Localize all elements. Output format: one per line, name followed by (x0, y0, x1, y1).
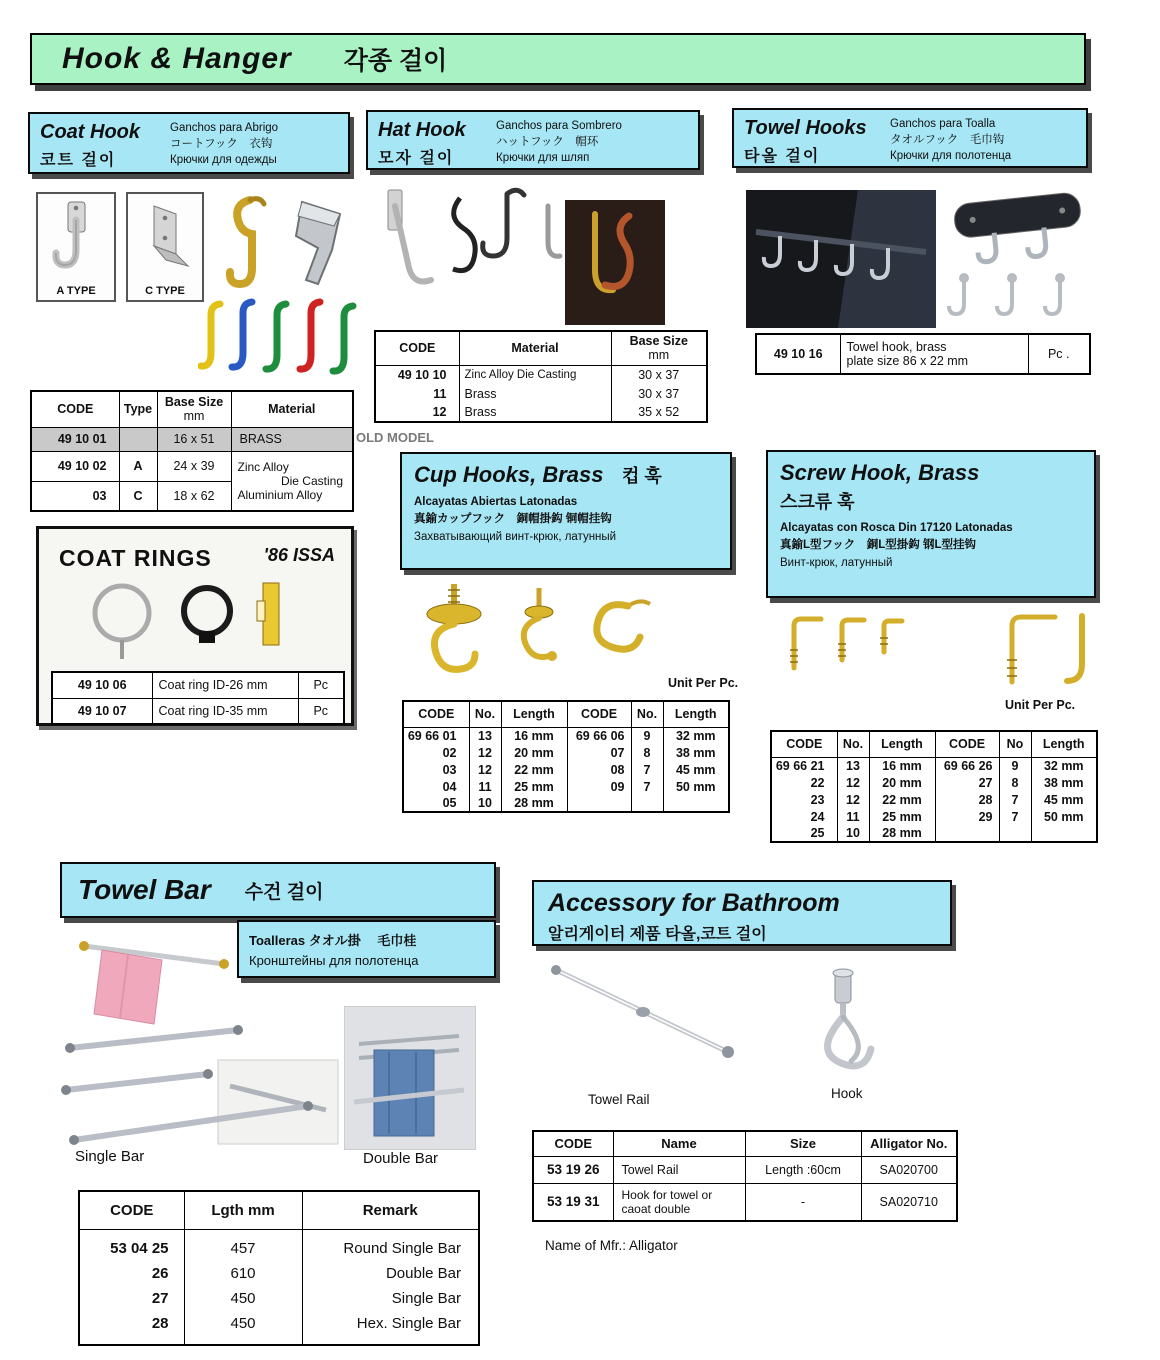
code-cell: 12 (375, 403, 459, 422)
length-cell: 38 mm (1031, 774, 1097, 791)
bathroom-title: Accessory for Bathroom (548, 889, 840, 917)
towel-bar-pink-towel-image (66, 920, 238, 1032)
material-cell: Brass (459, 384, 611, 403)
base-size-header-line2: mm (183, 409, 205, 424)
no-cell: 7 (631, 778, 663, 795)
base-size-header-line1: Base Size (629, 334, 688, 349)
length-header: Length (1031, 731, 1097, 757)
coat-ring-row (52, 672, 344, 698)
cup-hooks-row (403, 778, 729, 795)
base-size-header (157, 391, 231, 427)
coat-hook-c-icon (128, 194, 202, 282)
screw-hooks-row (771, 774, 1097, 791)
type-cell: A (119, 451, 157, 481)
bathroom-row (533, 1156, 957, 1183)
material-cell: BRASS (231, 427, 353, 451)
code-header: CODE (31, 391, 119, 427)
colored-coat-hooks-image (198, 296, 363, 392)
screw-hooks-row (771, 757, 1097, 774)
length-cell: 25 mm (869, 808, 935, 825)
cup-hooks-table-header-row (403, 701, 729, 727)
code-header: CODE (935, 731, 999, 757)
no-cell: 13 (469, 727, 501, 744)
code-cell: 22 (771, 774, 837, 791)
no-cell (999, 825, 1031, 842)
material-cell (231, 451, 353, 511)
code-cell: 69 66 26 (935, 757, 999, 774)
length-cell: 22 mm (501, 761, 567, 778)
alligator-header: Alligator No. (861, 1131, 957, 1156)
cup-hooks-row (403, 761, 729, 778)
remark-line: Round Single Bar (343, 1239, 461, 1257)
code-cell: 53 19 31 (533, 1183, 613, 1221)
hat-hook-subtitle-ru: Крючки для шляп (496, 152, 590, 165)
length-cell (1031, 825, 1097, 842)
base-cell: 35 x 52 (611, 403, 707, 422)
no-header: No. (837, 731, 869, 757)
material-line: Aluminium Alloy (237, 487, 323, 502)
no-cell: 10 (837, 825, 869, 842)
towel-bar-double-bar-image (344, 1006, 476, 1150)
length-header: Lgth mm (184, 1191, 302, 1229)
screw-hooks-row (771, 825, 1097, 842)
code-cell: 28 (935, 791, 999, 808)
no-cell: 10 (469, 795, 501, 812)
length-cell: 28 mm (501, 795, 567, 812)
brass-coat-hook-image (208, 186, 288, 301)
base-size-header (611, 331, 707, 365)
size-cell: - (745, 1183, 861, 1221)
hat-hook-title-korean: 모자 걸이 (378, 150, 455, 167)
length-header: Length (869, 731, 935, 757)
towel-rail-label: Towel Rail (588, 1092, 650, 1107)
no-cell: 11 (469, 778, 501, 795)
cup-hooks-unit-note: Unit Per Pc. (668, 676, 739, 690)
screw-hooks-row (771, 791, 1097, 808)
towel-bar-table-body-row (79, 1229, 479, 1345)
a-type-label: A TYPE (56, 285, 96, 297)
screw-hooks-row (771, 808, 1097, 825)
hat-hook-header (366, 110, 700, 170)
code-cell: 49 10 10 (375, 365, 459, 384)
length-line: 457 (230, 1239, 256, 1257)
towel-hook-table (755, 333, 1091, 375)
coat-hook-subtitle-ru: Крючки для одежды (170, 154, 277, 167)
code-cell: 02 (403, 744, 469, 761)
code-cell: 25 (771, 825, 837, 842)
code-cell: 05 (403, 795, 469, 812)
length-cell: 38 mm (663, 744, 729, 761)
towel-hooks-title: Towel Hooks (744, 117, 867, 139)
cup-hooks-header (400, 452, 732, 570)
unit-cell: Pc (298, 672, 344, 698)
no-cell: 9 (631, 727, 663, 744)
coat-rings-issa-note: '86 ISSA (263, 545, 335, 565)
coat-hook-table (30, 390, 354, 512)
code-cell: 29 (935, 808, 999, 825)
base-cell: 18 x 62 (157, 481, 231, 511)
hat-hook-table (374, 330, 708, 423)
cup-hooks-subtitle-ru: Захватывающий винт-крюк, латунный (414, 530, 617, 543)
towel-bar-subtitle-es-ja: Toalleras タオル掛 毛巾桂 (249, 933, 417, 948)
bathroom-title-korean: 알리게이터 제품 타올,코트 걸이 (548, 926, 767, 943)
screw-hooks-unit-note: Unit Per Pc. (1005, 698, 1076, 712)
towel-rail-image (538, 952, 748, 1087)
length-cell (663, 795, 729, 812)
alligator-cell: SA020700 (861, 1156, 957, 1183)
hat-hooks-image (372, 176, 572, 324)
length-cell: 45 mm (1031, 791, 1097, 808)
no-header: No. (469, 701, 501, 727)
length-cell: 16 mm (501, 727, 567, 744)
old-model-note: OLD MODEL (356, 430, 434, 445)
no-header: No (999, 731, 1031, 757)
coat-hook-table-header-row (31, 391, 353, 427)
coat-hook-row-a (31, 451, 353, 481)
coat-rings-image (67, 573, 307, 665)
no-cell: 8 (999, 774, 1031, 791)
coat-rings-box (36, 526, 354, 726)
base-cell: 24 x 39 (157, 451, 231, 481)
coat-hook-subtitle-es: Ganchos para Abrigo (170, 122, 279, 134)
code-cell (79, 1229, 184, 1345)
cup-hooks-row (403, 727, 729, 744)
code-cell: 69 66 21 (771, 757, 837, 774)
remark-header: Remark (302, 1191, 479, 1229)
remark-cell (302, 1229, 479, 1345)
no-header: No. (631, 701, 663, 727)
screw-hook-subtitle-ru: Винт-крюк, латунный (780, 556, 893, 569)
base-cell: 30 x 37 (611, 365, 707, 384)
no-cell: 8 (631, 744, 663, 761)
material-header: Material (459, 331, 611, 365)
no-cell: 13 (837, 757, 869, 774)
no-cell: 7 (999, 791, 1031, 808)
towel-hooks-photo-image (746, 190, 936, 328)
base-cell: 30 x 37 (611, 384, 707, 403)
material-line: Zinc Alloy (237, 459, 289, 474)
no-cell: 12 (469, 744, 501, 761)
code-cell (567, 795, 631, 812)
code-cell: 08 (567, 761, 631, 778)
length-cell: 45 mm (663, 761, 729, 778)
coat-hook-title: Coat Hook (40, 121, 140, 143)
towel-hooks-title-korean: 타올 걸이 (744, 148, 821, 165)
code-cell: 24 (771, 808, 837, 825)
name-cell: Towel Rail (613, 1156, 745, 1183)
length-cell: 32 mm (663, 727, 729, 744)
code-cell: 49 10 07 (52, 698, 152, 724)
bathroom-table (532, 1130, 958, 1222)
code-cell (935, 825, 999, 842)
remark-line: Double Bar (385, 1264, 461, 1282)
coat-ring-row (52, 698, 344, 724)
hook-label: Hook (831, 1086, 863, 1101)
coat-hook-c-type-image (126, 192, 204, 302)
desc-cell (840, 334, 1028, 374)
no-cell: 7 (999, 808, 1031, 825)
desc-line2: plate size 86 x 22 mm (846, 354, 969, 368)
no-cell: 12 (837, 774, 869, 791)
code-header: CODE (567, 701, 631, 727)
hat-hook-photo-image (565, 200, 665, 325)
base-cell: 16 x 51 (157, 427, 231, 451)
no-cell: 12 (469, 761, 501, 778)
length-line: 610 (230, 1264, 256, 1282)
length-cell: 20 mm (869, 774, 935, 791)
page-title-korean: 각종 걸이 (343, 47, 448, 75)
manufacturer-note: Name of Mfr.: Alligator (545, 1238, 678, 1253)
length-cell (184, 1229, 302, 1345)
cup-hooks-table (402, 700, 730, 813)
towel-bar-table-header-row (79, 1191, 479, 1229)
towel-bar-subtitle-box (237, 920, 496, 978)
material-header: Material (231, 391, 353, 427)
no-cell: 7 (631, 761, 663, 778)
hat-hook-row (375, 365, 707, 384)
towel-bar-title-korean: 수건 걸이 (244, 881, 324, 903)
coat-hook-title-korean: 코트 걸이 (40, 152, 117, 169)
hat-hook-row (375, 403, 707, 422)
code-header: CODE (771, 731, 837, 757)
screw-hooks-image (772, 598, 1102, 706)
material-cell: Brass (459, 403, 611, 422)
code-cell: 49 10 01 (31, 427, 119, 451)
single-bar-label: Single Bar (75, 1148, 145, 1165)
desc-cell: Coat ring ID-35 mm (152, 698, 298, 724)
code-cell: 69 66 06 (567, 727, 631, 744)
no-cell: 11 (837, 808, 869, 825)
remark-line: Hex. Single Bar (356, 1314, 461, 1332)
coat-hook-subtitle-ja: コートフック 衣钩 (170, 138, 273, 151)
code-cell: 69 66 01 (403, 727, 469, 744)
screw-hook-title: Screw Hook, Brass (780, 460, 980, 485)
screw-hooks-table-header-row (771, 731, 1097, 757)
size-header: Size (745, 1131, 861, 1156)
type-header: Type (119, 391, 157, 427)
hat-hook-subtitle-es: Ganchos para Sombrero (496, 120, 622, 132)
desc-cell: Coat ring ID-26 mm (152, 672, 298, 698)
c-type-label: C TYPE (145, 285, 185, 297)
code-header: CODE (403, 701, 469, 727)
coat-hook-a-icon (38, 194, 114, 282)
cup-hooks-subtitle-es: Alcayatas Abiertas Latonadas (414, 496, 578, 508)
code-cell: 49 10 06 (52, 672, 152, 698)
towel-bar-subtitle-ru: Кронштейны для полотенца (249, 952, 419, 968)
code-cell: 23 (771, 791, 837, 808)
coat-hook-old-model-row (31, 427, 353, 451)
hat-hook-row (375, 384, 707, 403)
length-header: Length (663, 701, 729, 727)
code-line: 53 04 25 (110, 1239, 169, 1257)
code-cell: 03 (403, 761, 469, 778)
screw-hook-title-korean: 스크류 훅 (780, 492, 855, 512)
coat-rings-title: COAT RINGS (59, 545, 212, 571)
type-cell: C (119, 481, 157, 511)
towel-hooks-subtitle-ru: Крючки для полотенца (890, 150, 1012, 163)
code-line: 28 (151, 1314, 169, 1332)
towel-bar-single-bars-image (58, 1018, 348, 1148)
code-cell: 27 (935, 774, 999, 791)
name-cell: Hook for towel or caoat double (613, 1183, 745, 1221)
length-line: 450 (230, 1289, 256, 1307)
towel-hooks-header (732, 108, 1088, 168)
cup-hooks-subtitle-ja: 真鍮カップフック 銅帽掛鈎 铜帽挂钩 (414, 513, 612, 526)
name-header: Name (613, 1131, 745, 1156)
coat-hook-a-type-image (36, 192, 116, 302)
screw-hook-header (766, 450, 1096, 598)
no-cell: 9 (999, 757, 1031, 774)
type-cell (119, 427, 157, 451)
code-cell: 49 10 16 (756, 334, 840, 374)
length-cell: 50 mm (663, 778, 729, 795)
code-header: CODE (375, 331, 459, 365)
desc-line1: Towel hook, brass (846, 340, 947, 354)
base-size-header-line2: mm (648, 348, 670, 363)
length-cell: 50 mm (1031, 808, 1097, 825)
size-cell: Length :60cm (745, 1156, 861, 1183)
no-cell: 12 (837, 791, 869, 808)
cup-hooks-image (404, 576, 669, 688)
bathroom-hook-image (783, 965, 898, 1080)
towel-hook-row (756, 334, 1090, 374)
code-cell: 04 (403, 778, 469, 795)
towel-hooks-small-image (934, 272, 1094, 332)
metal-bracket-hook-image (288, 192, 356, 297)
length-cell: 16 mm (869, 757, 935, 774)
length-cell: 28 mm (869, 825, 935, 842)
code-cell: 49 10 02 (31, 451, 119, 481)
hat-hook-subtitle-ja: ハットフック 帽环 (496, 136, 599, 149)
page-title: Hook & Hanger (62, 42, 292, 75)
towel-bar-title: Towel Bar (78, 874, 211, 905)
alligator-cell: SA020710 (861, 1183, 957, 1221)
bathroom-header (532, 880, 952, 946)
page-title-banner (30, 33, 1086, 85)
screw-hook-subtitle-ja: 真鍮L型フック 銅L型掛鈎 钢L型挂钩 (780, 539, 976, 552)
cup-hooks-row (403, 795, 729, 812)
code-cell: 03 (31, 481, 119, 511)
code-cell: 53 19 26 (533, 1156, 613, 1183)
hat-hook-table-header-row (375, 331, 707, 365)
remark-line: Single Bar (391, 1289, 461, 1307)
screw-hooks-table (770, 730, 1098, 843)
no-cell (631, 795, 663, 812)
coat-hook-header (28, 112, 350, 174)
length-cell: 20 mm (501, 744, 567, 761)
code-line: 26 (151, 1264, 169, 1282)
towel-hooks-subtitle-ja: タオルフック 毛巾钩 (890, 134, 1005, 147)
code-header: CODE (533, 1131, 613, 1156)
code-cell: 11 (375, 384, 459, 403)
cup-hooks-row (403, 744, 729, 761)
material-cell: Zinc Alloy Die Casting (459, 365, 611, 384)
coat-rings-table (51, 671, 345, 725)
double-bar-label: Double Bar (363, 1150, 439, 1167)
length-header: Length (501, 701, 567, 727)
unit-cell: Pc . (1028, 334, 1090, 374)
length-cell: 32 mm (1031, 757, 1097, 774)
hat-hook-title: Hat Hook (378, 119, 466, 141)
cup-hooks-title: Cup Hooks, Brass (414, 462, 604, 487)
code-header: CODE (79, 1191, 184, 1229)
bathroom-row (533, 1183, 957, 1221)
code-cell: 09 (567, 778, 631, 795)
length-cell: 22 mm (869, 791, 935, 808)
towel-hooks-subtitle-es: Ganchos para Toalla (890, 118, 996, 130)
base-size-header-line1: Base Size (164, 395, 224, 410)
bathroom-table-header-row (533, 1131, 957, 1156)
unit-cell: Pc (298, 698, 344, 724)
code-line: 27 (151, 1289, 169, 1307)
towel-bar-table (78, 1190, 480, 1346)
screw-hook-subtitle-es: Alcayatas con Rosca Din 17120 Latonadas (780, 522, 1013, 534)
towel-bar-header (60, 862, 496, 918)
code-cell: 07 (567, 744, 631, 761)
cup-hooks-title-korean: 컵 훅 (621, 466, 662, 486)
towel-hook-plate-image (946, 180, 1094, 280)
length-cell: 25 mm (501, 778, 567, 795)
material-line: Die Casting (280, 473, 343, 488)
length-line: 450 (230, 1314, 256, 1332)
